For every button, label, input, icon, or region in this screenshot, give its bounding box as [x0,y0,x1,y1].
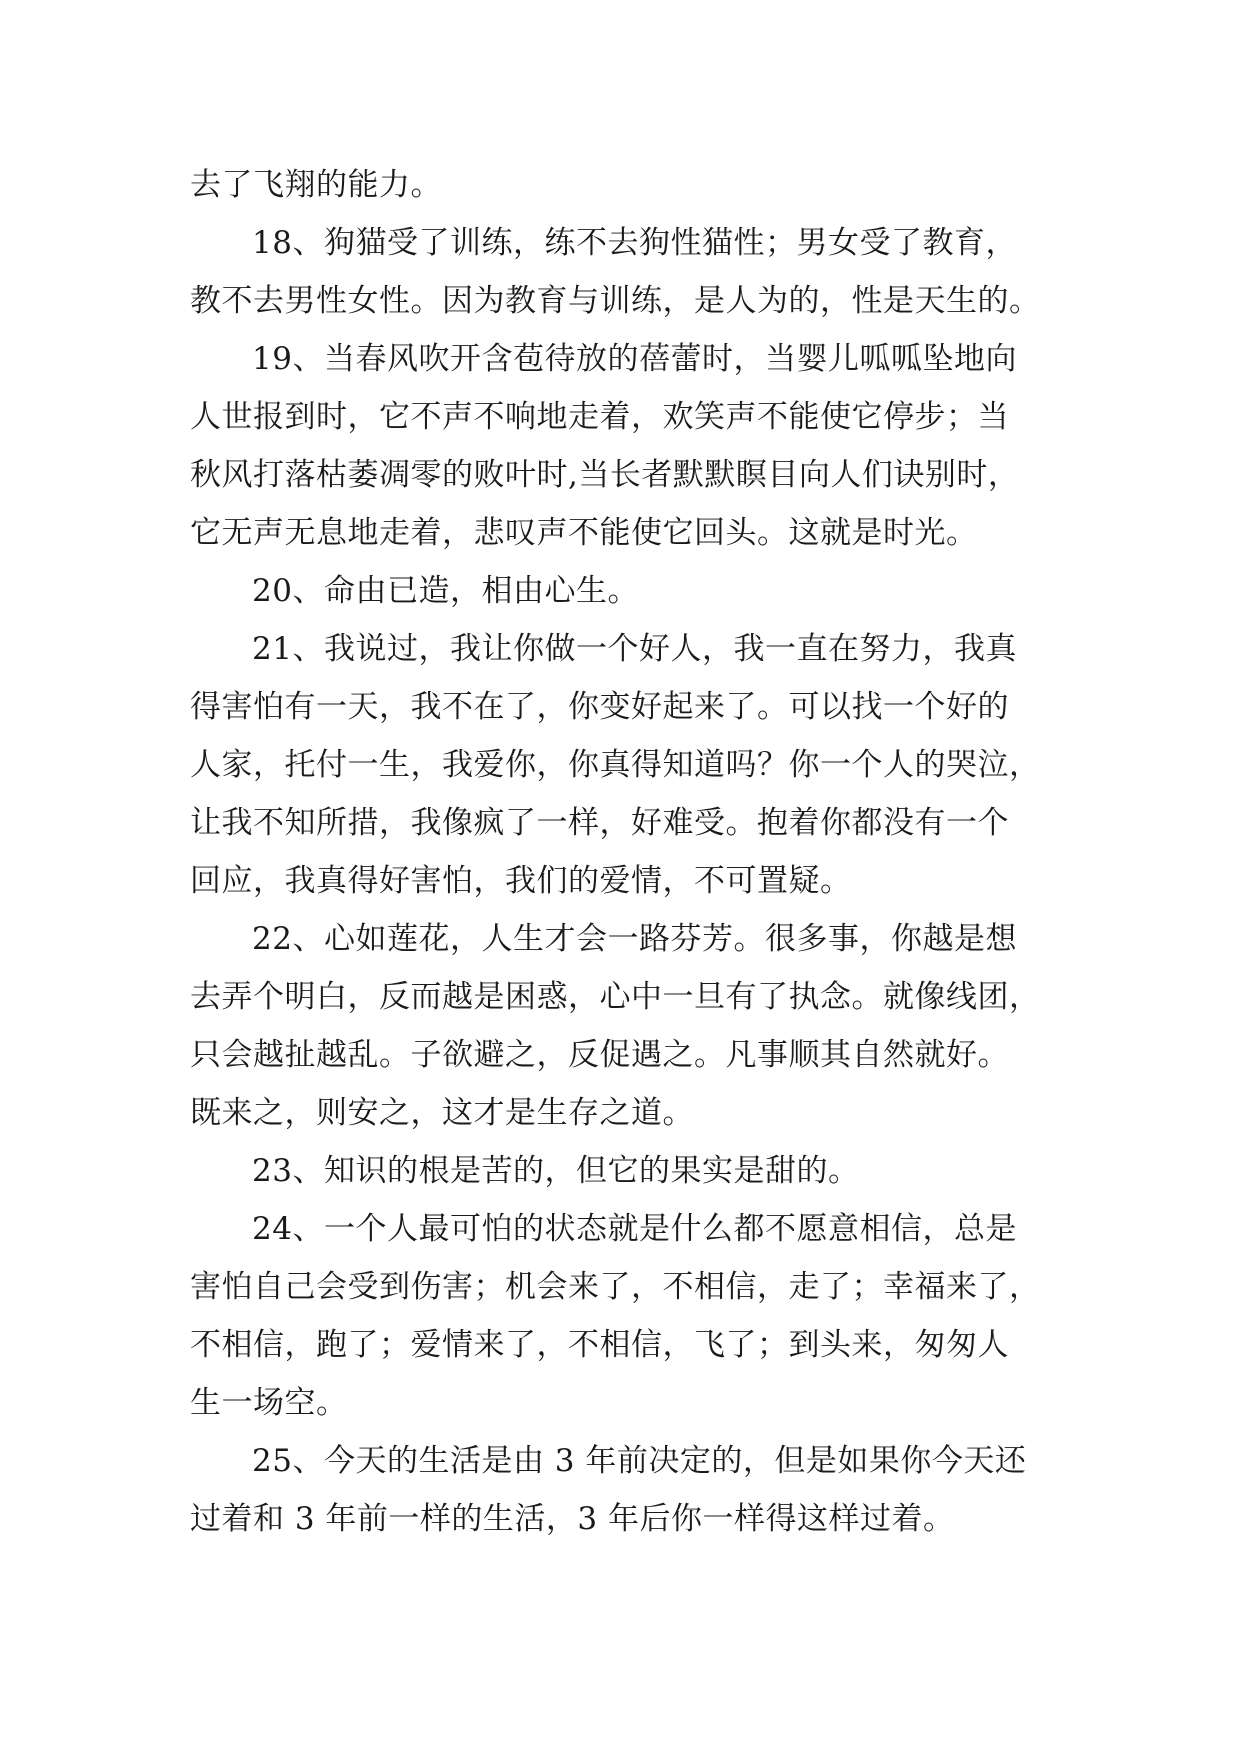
text-line: 不相信，跑了；爱情来了，不相信，飞了；到头来，匆匆人 [190,1327,1009,1363]
text-line: 秋风打落枯萎凋零的败叶时,当长者默默瞑目向人们诀别时， [190,457,1020,493]
paragraph-18-start: 18、狗猫受了训练，练不去狗性猫性；男女受了教育， [252,225,1017,261]
text-line: 让我不知所措，我像疯了一样，好难受。抱着你都没有一个 [190,805,1009,841]
text-line: 过着和 3 年前一样的生活，3 年后你一样得这样过着。 [190,1501,955,1537]
text-line: 得害怕有一天，我不在了，你变好起来了。可以找一个好的 [190,689,1009,725]
text-line: 回应，我真得好害怕，我们的爱情，不可置疑。 [190,863,852,899]
text-line: 人家，托付一生，我爱你，你真得知道吗？你一个人的哭泣， [190,747,1041,783]
text-line: 只会越扯越乱。子欲避之，反促遇之。凡事顺其自然就好。 [190,1037,1009,1073]
text-line: 害怕自己会受到伤害；机会来了，不相信，走了；幸福来了， [190,1269,1041,1305]
paragraph-23: 23、知识的根是苦的，但它的果实是甜的。 [252,1153,860,1189]
text-line: 生一场空。 [190,1385,348,1421]
text-line: 人世报到时，它不声不响地走着，欢笑声不能使它停步；当 [190,399,1009,435]
paragraph-22-start: 22、心如莲花，人生才会一路芬芳。很多事，你越是想 [252,921,1017,957]
paragraph-25-start: 25、今天的生活是由 3 年前决定的，但是如果你今天还 [252,1443,1027,1479]
paragraph-21-start: 21、我说过，我让你做一个好人，我一直在努力，我真 [252,631,1017,667]
paragraph-24-start: 24、一个人最可怕的状态就是什么都不愿意相信，总是 [252,1211,1017,1247]
paragraph-20: 20、命由已造，相由心生。 [252,573,639,609]
text-line: 它无声无息地走着，悲叹声不能使它回头。这就是时光。 [190,515,978,551]
text-line: 教不去男性女性。因为教育与训练，是人为的，性是天生的。 [190,283,1041,319]
text-line: 既来之，则安之，这才是生存之道。 [190,1095,694,1131]
document-body [190,156,1070,1548]
text-line: 去了飞翔的能力。 [190,167,442,203]
paragraph-19-start: 19、当春风吹开含苞待放的蓓蕾时，当婴儿呱呱坠地向 [252,341,1017,377]
text-line: 去弄个明白，反而越是困惑，心中一旦有了执念。就像线团， [190,979,1041,1015]
